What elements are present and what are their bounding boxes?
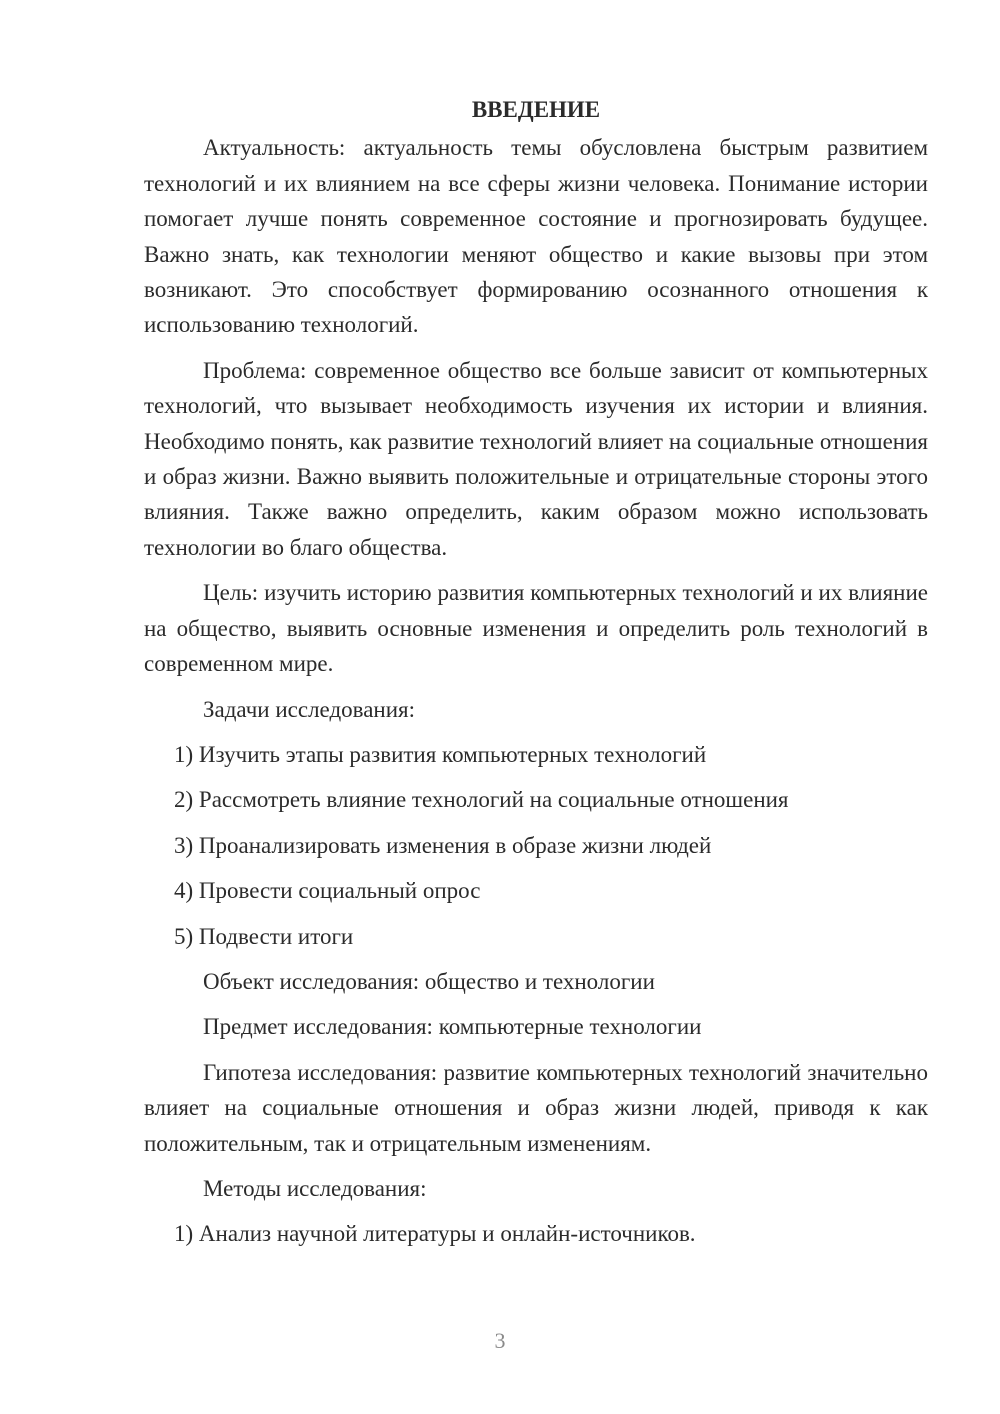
section-heading: ВВЕДЕНИЕ: [471, 97, 601, 122]
list-item-task: 2) Рассмотреть влияние технологий на социальные отношения: [174, 787, 789, 813]
relevance-paragraph: Актуальность: актуальность темы обусловлена быстрым развитием технологий и их влиянием на все сферы жизни человека. Понимание истории помогает лучше понять современное состояние и прогнозировать будущее. Важно знать, как технологии меняют общество и какие вызовы при этом возникают. Это способствует формированию осознанного отношения к использованию технологий.: [144, 135, 928, 338]
tasks-title: Задачи исследования:: [203, 696, 416, 722]
list-item-method: 1) Анализ научной литературы и онлайн-источников.: [174, 1221, 696, 1247]
hypothesis-paragraph: Гипотеза исследования: развитие компьютерных технологий значительно влияет на социальные отношения и образ жизни людей, приводя к как положительным, так и отрицательным изменениям.: [144, 1059, 928, 1156]
methods-title: Методы исследования:: [203, 1175, 427, 1201]
problem-paragraph: Проблема: современное общество все больше зависит от компьютерных технологий, что вызывает необходимость изучения их истории и влияния. Необходимо понять, как развитие технологий влияет на социальные отношения и образ жизни. Важно выявить положительные и отрицательные стороны этого влияния. Также важно определить, каким образом можно использовать технологии во благо общества.: [144, 357, 928, 560]
research-object: Объект исследования: общество и технологии: [203, 968, 655, 994]
list-item-task: 1) Изучить этапы развития компьютерных технологий: [174, 741, 707, 767]
page-number: 3: [494, 1328, 506, 1353]
list-item-task: 3) Проанализировать изменения в образе жизни людей: [174, 832, 712, 858]
goal-paragraph: Цель: изучить историю развития компьютерных технологий и их влияние на общество, выявить основные изменения и определить роль технологий в современном мире.: [144, 580, 928, 677]
list-item-task: 5) Подвести итоги: [174, 923, 354, 949]
page-body: [144, 92, 928, 1262]
research-subject: Предмет исследования: компьютерные технологии: [203, 1014, 702, 1040]
list-item-task: 4) Провести социальный опрос: [174, 878, 481, 904]
